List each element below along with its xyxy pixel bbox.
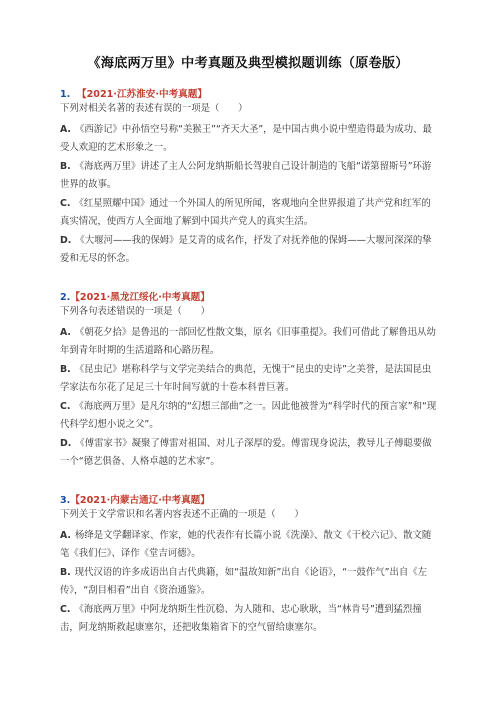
question-2-option-a: A. 《朝花夕拾》是鲁迅的一部回忆性散文集，原名《旧事重提》。我们可借此了解鲁迅从幼年到青年时期的生活道路和心路历程。 bbox=[60, 327, 436, 356]
question-3-option-c: C. 《海底两万里》中阿龙纳斯生性沉稳、为人随和、忠心耿耿，当“林肯号”遭到猛烈撞击，阿龙纳斯救起康塞尔，还把收集箱省下的空气留给康塞尔。 bbox=[60, 604, 422, 633]
question-2-option-c: C. 《海底两万里》是凡尔纳的“幻想三部曲”之一。因此他被誉为“科学时代的预言家”和“现代科学幻想小说之父”。 bbox=[60, 401, 437, 430]
question-2-option-b: B. 《昆虫记》堪称科学与文学完美结合的典范，无愧于“昆虫的史诗”之美誉，是法国昆虫学家法布尔花了足足三十年时间写就的十卷本科普巨著。 bbox=[60, 364, 432, 393]
question-source: 【2021·江苏淮安·中考真题】 bbox=[77, 89, 207, 100]
page-title: 《海底两万里》中考真题及典型模拟题训练（原卷版） bbox=[87, 56, 409, 71]
question-number: 1. bbox=[60, 89, 71, 100]
question-3-option-b: B. 现代汉语的许多成语出自古代典籍，如“温故知新”出自《论语》，“一鼓作气”出自《左传》，“刮目相看”出自《资治通鉴》。 bbox=[60, 567, 427, 596]
question-1-option-d: D. 《大堰河——我的保姆》是艾青的成名作，抒发了对抚养他的保姆——大堰河深深的挚爱和无尽的怀念。 bbox=[60, 235, 432, 264]
question-1-option-c: C. 《红星照耀中国》通过一个外国人的所见所闻，客观地向全世界报道了共产党和红军的真实情况，使西方人全面地了解到中国共产党人的真实生活。 bbox=[60, 198, 431, 227]
question-3-option-a: A. 杨绛是文学翻译家、作家，她的代表作有长篇小说《洗澡》、散文《干校六记》、散文随笔《我们仨》、译作《堂吉诃德》。 bbox=[60, 530, 432, 559]
question-3-stem: 下列关于文学常识和名著内容表述不正确的一项是（ ） bbox=[60, 509, 304, 520]
question-1-option-b: B. 《海底两万里》讲述了主人公阿龙纳斯船长驾驶自己设计制造的飞船“诺第留斯号”环游世界的故事。 bbox=[60, 161, 432, 190]
question-3-header bbox=[60, 492, 210, 506]
question-number: 3. bbox=[60, 495, 71, 506]
question-source: 【2021·内蒙古通辽·中考真题】 bbox=[70, 495, 210, 506]
question-2-option-d: D. 《傅雷家书》凝聚了傅雷对祖国、对儿子深厚的爱。傅雷现身说法，教导儿子傅聪要做一个“德艺俱备、人格卓越的艺术家”。 bbox=[60, 438, 432, 467]
question-1-option-a: A. 《西游记》中孙悟空号称“美猴王”“齐天大圣”，是中国古典小说中塑造得最为成功、最受人欢迎的艺术形象之一。 bbox=[60, 124, 432, 153]
question-2-stem: 下列各句表述错误的一项是（ ） bbox=[60, 306, 211, 317]
question-source: 【2021·黑龙江绥化·中考真题】 bbox=[70, 292, 210, 303]
question-number: 2. bbox=[60, 292, 71, 303]
question-2-header bbox=[60, 289, 210, 303]
question-1-header bbox=[60, 86, 207, 100]
question-1-stem: 下列对相关名著的表述有误的一项是（ ） bbox=[60, 103, 248, 114]
